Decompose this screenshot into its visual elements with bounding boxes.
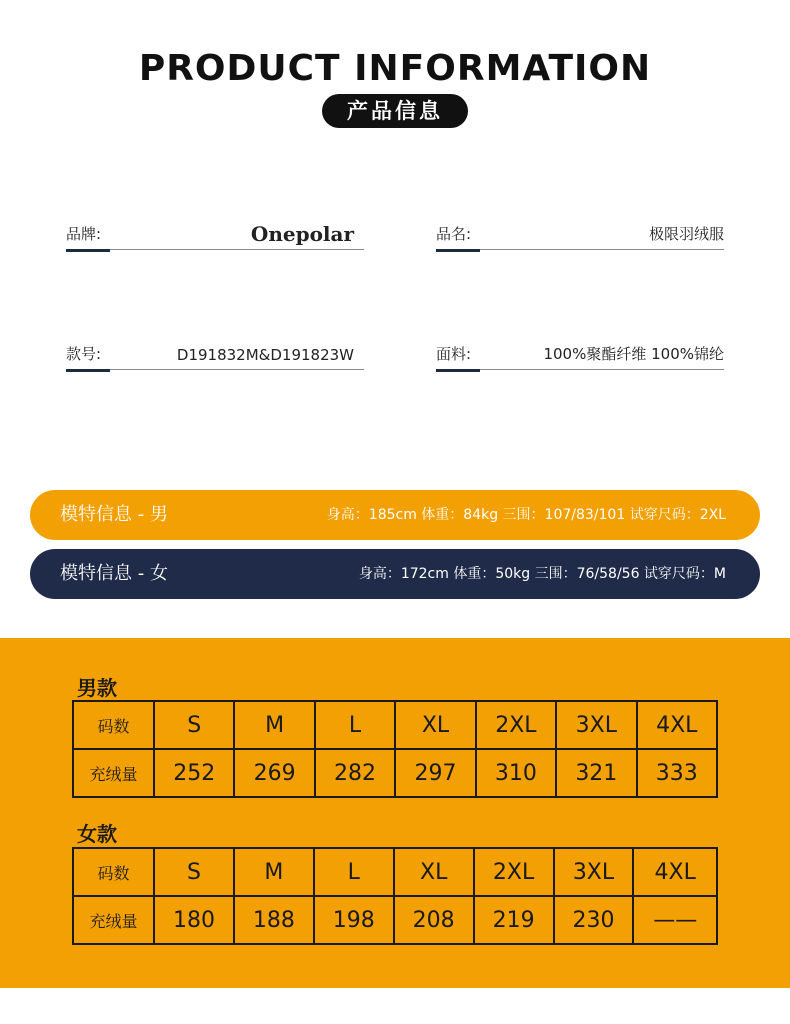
product-name-label: 品名:	[436, 225, 472, 243]
table-row	[73, 848, 717, 896]
table-cell: 310	[476, 749, 556, 797]
table-cell: 321	[556, 749, 636, 797]
style-number-label: 款号:	[66, 345, 102, 363]
table-cell: 219	[474, 896, 554, 944]
model-info-female	[30, 549, 760, 599]
table-cell-label: 码数	[73, 701, 154, 749]
table-row	[73, 749, 717, 797]
model-male-title: 模特信息 - 男	[60, 504, 168, 525]
table-cell: 297	[395, 749, 475, 797]
table-cell: ——	[633, 896, 717, 944]
table-cell: 198	[314, 896, 394, 944]
table-cell: 2XL	[476, 701, 556, 749]
divider	[66, 249, 364, 250]
table-cell: 188	[234, 896, 314, 944]
page-title: PRODUCT INFORMATION	[138, 48, 652, 89]
label-underline	[436, 369, 480, 372]
men-size-table	[72, 700, 718, 798]
product-name-value: 极限羽绒服	[648, 225, 724, 243]
table-cell-label: 码数	[73, 848, 154, 896]
table-cell: 269	[234, 749, 314, 797]
table-cell: 4XL	[637, 701, 717, 749]
table-cell: 180	[154, 896, 234, 944]
model-info-male	[30, 490, 760, 540]
size-chart-section	[0, 638, 790, 988]
model-male-stats: 身高：185cm 体重：84kg 三围：107/83/101 试穿尺码：2XL	[326, 507, 726, 523]
table-cell: 2XL	[474, 848, 554, 896]
table-cell: 282	[315, 749, 395, 797]
table-row	[73, 896, 717, 944]
table-cell-label: 充绒量	[73, 749, 154, 797]
table-cell: M	[234, 848, 314, 896]
model-female-stats: 身高：172cm 体重：50kg 三围：76/58/56 试穿尺码：M	[358, 566, 726, 582]
label-underline	[66, 249, 110, 252]
table-cell: XL	[395, 701, 475, 749]
men-size-heading: 男款	[77, 676, 117, 700]
table-cell: 208	[394, 896, 474, 944]
info-row-brand	[66, 210, 724, 250]
table-cell: 3XL	[556, 701, 636, 749]
table-cell: M	[234, 701, 314, 749]
table-cell: 333	[637, 749, 717, 797]
fabric-label: 面料:	[436, 345, 472, 363]
table-cell: S	[154, 701, 234, 749]
model-female-title: 模特信息 - 女	[60, 563, 168, 584]
table-cell-label: 充绒量	[73, 896, 154, 944]
brand-label: 品牌:	[66, 225, 102, 243]
label-underline	[436, 249, 480, 252]
brand-value: Onepolar	[250, 222, 354, 246]
fabric-value: 100%聚酯纤维 100%锦纶	[543, 345, 724, 363]
table-cell: S	[154, 848, 234, 896]
subtitle-badge: 产品信息	[322, 94, 468, 128]
label-underline	[66, 369, 110, 372]
table-cell: 3XL	[554, 848, 634, 896]
table-cell: L	[315, 701, 395, 749]
table-row	[73, 701, 717, 749]
info-row-style	[66, 330, 724, 370]
table-cell: XL	[394, 848, 474, 896]
women-size-heading: 女款	[77, 822, 117, 846]
table-cell: 4XL	[633, 848, 717, 896]
divider	[66, 369, 364, 370]
table-cell: 252	[154, 749, 234, 797]
table-cell: 230	[554, 896, 634, 944]
table-cell: L	[314, 848, 394, 896]
style-number-value: D191832M&D191823W	[176, 346, 354, 364]
women-size-table	[72, 847, 718, 945]
